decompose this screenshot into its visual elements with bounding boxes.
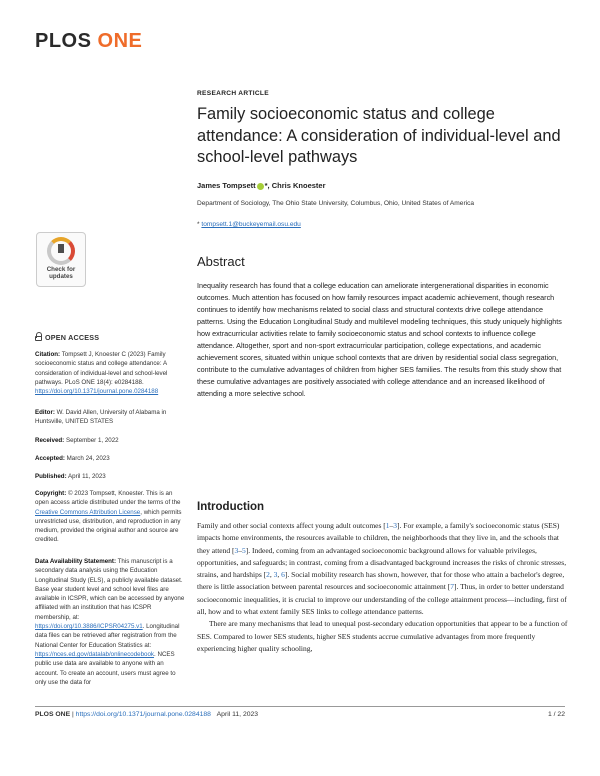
received-date: September 1, 2022 xyxy=(65,437,119,444)
citation-ref-link[interactable]: 5 xyxy=(242,545,246,555)
paragraph-text-segment: , xyxy=(277,570,282,580)
page-number: 1 / 22 xyxy=(547,711,565,718)
introduction-paragraph-2: There are many mechanisms that lead to unequal post-secondary education opportunities that appear to be a function of SES. Compared to lower SES students, higher SES students accrue cumulative advantages from more frequently experiencing higher quality schooling, xyxy=(197,619,568,653)
email-marker: * xyxy=(197,221,202,228)
page-footer xyxy=(35,711,565,718)
open-access-label xyxy=(35,333,99,342)
check-updates-line2: updates xyxy=(49,272,73,280)
open-lock-icon xyxy=(35,336,42,341)
paragraph-text-segment: Family and other social contexts affect young adult outcomes [ xyxy=(197,521,386,530)
abstract-text: Inequality research has found that a college education can ameliorate intergenerational disparities in economic outcomes. Much attention has focused on how family resources impact academic achievement, though research continues to identify how mechanisms related to social class and structural contexts drive college attendance patterns. Using the Education Longitudinal Study and multilevel modeling techniques, this study uniquely highlights how extracurricular activities relate to family socioeconomic status and school contexts to influence college attendance. Altogether, sport and non-sport extracurricular participation, college expectations, and academic achievement scores, situated within unique school contexts that are driven by residential social class segregation, contribute to the cumulative advantages of children from higher SES families. The results from this study show that these cumulative advantages are positively associated with college attendance and an increased likelihood of attending a more selective school. xyxy=(197,281,562,399)
accepted-block xyxy=(35,454,187,463)
author-name[interactable]: James Tompsett xyxy=(197,181,256,190)
copyright-text-1: © 2023 Tompsett, Knoester. This is an open access article distributed under the terms of the xyxy=(35,490,181,507)
citation-label: Citation: xyxy=(35,351,61,358)
citation-ref-link[interactable]: 3 xyxy=(273,570,278,580)
paragraph-text-segment: ]. For example, a family's socioeconomic status (SES) impacts home environments, the resources available to children, the neighborhoods that they live in, and the schools that they attend [ xyxy=(197,521,560,555)
footer-divider xyxy=(35,706,565,707)
journal-logo xyxy=(35,30,142,53)
author-name[interactable]: Chris Knoester xyxy=(271,181,326,190)
abstract-heading: Abstract xyxy=(197,254,245,269)
citation-ref-link[interactable]: 1 xyxy=(385,521,390,530)
data-availability-text-1: This manuscript is a secondary data analysis using the Education Longitudinal Study (ELS), a publicly available dataset. Base year student level and school level files are available in ICSPR, which can be accessed by anyone affiliated with an institution that has ICSPR membership, at: xyxy=(35,558,185,621)
footer-doi-link[interactable]: https://doi.org/10.1371/journal.pone.0284188 xyxy=(75,711,211,718)
copyright-text-2: , which permits unrestricted use, distribution, and reproduction in any medium, provided the original author and source are credited. xyxy=(35,508,182,544)
citation-doi-link[interactable]: https://doi.org/10.1371/journal.pone.0284188 xyxy=(35,388,159,396)
copyright-block xyxy=(35,489,187,545)
received-block xyxy=(35,436,187,445)
accepted-date: March 24, 2023 xyxy=(66,455,110,462)
editor-block xyxy=(35,408,187,427)
check-updates-icon xyxy=(47,237,75,265)
citation-ref-link[interactable]: 6 xyxy=(281,570,285,580)
received-label: Received: xyxy=(35,437,65,444)
author-list xyxy=(197,181,567,190)
citation-ref-link[interactable]: 7 xyxy=(450,582,454,592)
license-link[interactable]: Creative Commons Attribution License xyxy=(35,508,141,516)
paragraph-text-segment: ]. Thus, in order to better understand socioeconomic inequalities, it is crucial to improve our understanding of the college attainment process—including, first of all, how and to what extent family SES links to college attendance patterns. xyxy=(197,582,567,617)
footer-date: April 11, 2023 xyxy=(216,711,259,718)
introduction-body xyxy=(197,520,569,655)
editor-text: W. David Allen, University of Alabama in Huntsville, UNITED STATES xyxy=(35,409,167,426)
paragraph-text-segment: – xyxy=(389,521,394,530)
orcid-icon[interactable] xyxy=(257,183,264,190)
footer-journal: PLOS ONE xyxy=(35,711,71,718)
paragraph-text-segment: – xyxy=(238,545,242,555)
check-for-updates-badge[interactable] xyxy=(36,232,86,287)
article-type: RESEARCH ARTICLE xyxy=(197,90,269,97)
paragraph-text-segment: ]. Social mobility research has shown, however, that for those who attain a bachelor's degree, there is little association between parental resources and socioeconomic attainment [ xyxy=(197,570,565,592)
copyright-label: Copyright: xyxy=(35,490,67,497)
logo-plos: PLOS xyxy=(35,30,92,52)
citation-ref-link[interactable]: 3 xyxy=(393,521,398,530)
email-link[interactable]: tompsett.1@buckeyemail.osu.edu xyxy=(201,221,301,228)
data-availability-block xyxy=(35,557,187,687)
paragraph-text-segment: ]. Indeed, coming from an advantaged socioeconomic background allows for valuable privileges, opportunities, and safeguards; in contrast, coming from a disadvantaged background increases the risks of chronic stresses, strains, and hardships [ xyxy=(197,545,567,580)
icpsr-link[interactable]: https://doi.org/10.3886/ICPSR04275.v1 xyxy=(35,623,143,631)
data-availability-text-3: . NCES public use data are available to anyone with an account. To create an account, users must agree to only use the data for xyxy=(35,650,176,686)
introduction-paragraph-1 xyxy=(197,520,569,618)
data-availability-label: Data Availability Statement: xyxy=(35,558,117,565)
corresponding-email xyxy=(197,221,567,228)
article-title: Family socioeconomic status and college attendance: A consideration of individual-level and school-level pathways xyxy=(197,105,561,167)
nces-link[interactable]: https://nces.ed.gov/datalab/onlinecodebook xyxy=(35,650,155,658)
published-label: Published: xyxy=(35,473,67,480)
logo-one: ONE xyxy=(97,30,143,52)
affiliation: Department of Sociology, The Ohio State University, Columbus, Ohio, United States of America xyxy=(197,200,475,207)
footer-separator: | xyxy=(70,711,76,718)
data-availability-text-2: . Longitudinal data files can be retrieved after registration from the National Center for Education Statistics at: xyxy=(35,623,180,649)
citation-ref-link[interactable]: 3 xyxy=(234,545,239,555)
published-block xyxy=(35,472,187,481)
paragraph-text-segment: , xyxy=(269,570,274,580)
open-access-text: OPEN ACCESS xyxy=(45,333,100,342)
citation-ref-link[interactable]: 2 xyxy=(266,570,270,580)
citation-text: Tompsett J, Knoester C (2023) Family socioeconomic status and college attendance: A consideration of individual-level and school-level pathways. PLoS ONE 18(4): e0284188. xyxy=(35,351,168,386)
accepted-label: Accepted: xyxy=(35,455,65,462)
author-suffix: *, xyxy=(264,181,272,190)
introduction-heading: Introduction xyxy=(197,501,265,513)
editor-label: Editor: xyxy=(35,409,55,416)
citation-block xyxy=(35,350,187,396)
check-updates-line1: Check for xyxy=(46,266,76,273)
published-date: April 11, 2023 xyxy=(68,473,106,480)
